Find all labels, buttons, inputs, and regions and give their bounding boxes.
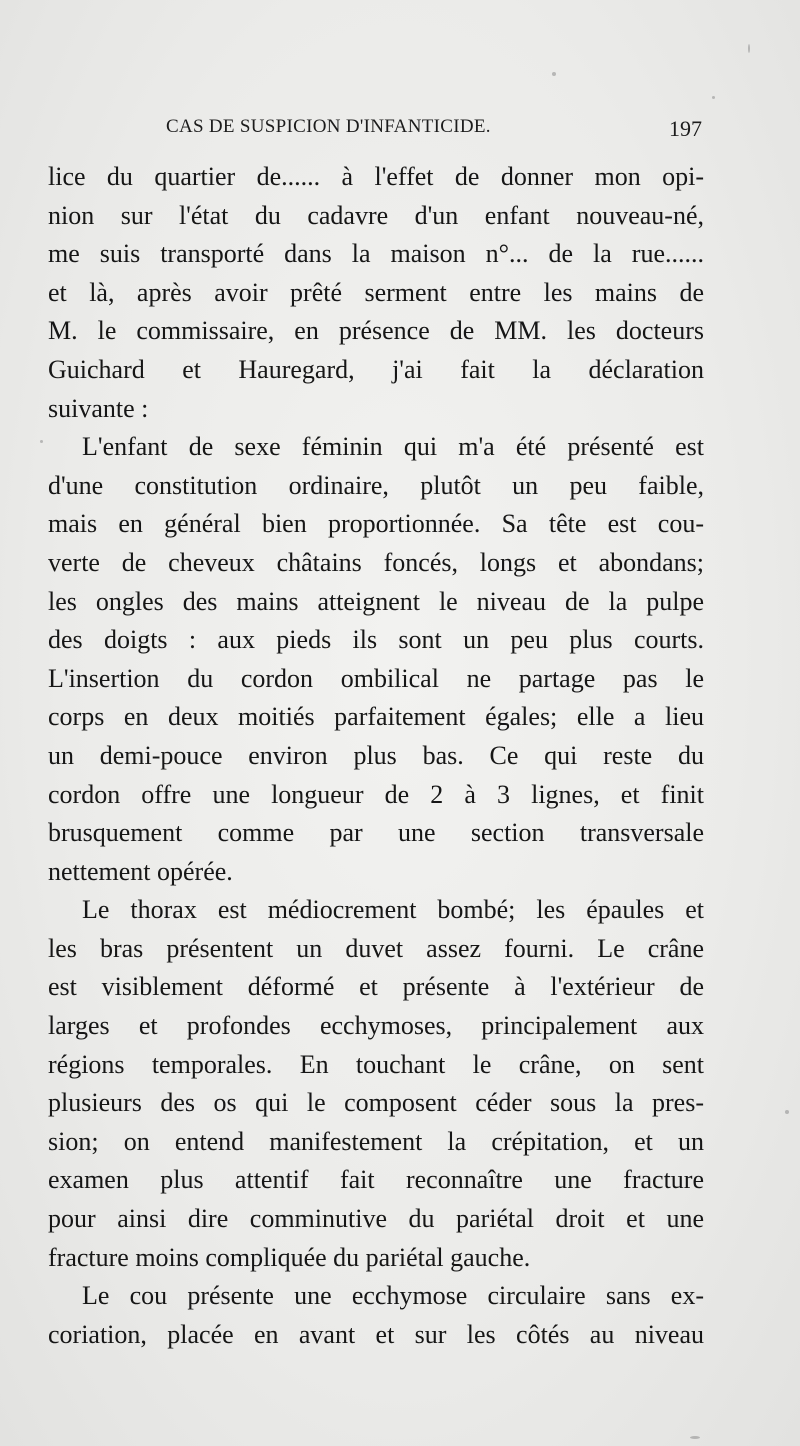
text-line: des doigts : aux pieds ils sont un peu plus courts. xyxy=(48,625,704,655)
paper-speck xyxy=(552,72,556,76)
text-line: suivante : xyxy=(48,393,149,423)
paper-speck xyxy=(712,96,715,99)
text-line: nion sur l'état du cadavre d'un enfant nouveau-né, xyxy=(48,200,704,230)
text-line: est visiblement déformé et présente à l'extérieur de xyxy=(48,972,704,1002)
text-line: les bras présentent un duvet assez fourni. Le crâne xyxy=(48,933,704,963)
text-line: cordon offre une longueur de 2 à 3 lignes, et finit xyxy=(48,779,704,809)
text-line: mais en général bien proportionnée. Sa tête est cou- xyxy=(48,509,704,539)
paper-speck xyxy=(748,44,750,53)
text-line: larges et profondes ecchymoses, principalement aux xyxy=(48,1011,704,1041)
text-line: fracture moins compliquée du pariétal gauche. xyxy=(48,1242,531,1272)
paper-speck xyxy=(40,440,43,443)
text-line: un demi-pouce environ plus bas. Ce qui reste du xyxy=(48,740,704,770)
body-text xyxy=(48,158,704,1354)
text-line: L'insertion du cordon ombilical ne partage pas le xyxy=(48,663,704,693)
text-line: Le cou présente une ecchymose circulaire sans ex- xyxy=(82,1281,704,1311)
text-line: verte de cheveux châtains foncés, longs et abondans; xyxy=(48,547,704,577)
text-line: sion; on entend manifestement la crépitation, et un xyxy=(48,1126,704,1156)
running-title: CAS DE SUSPICION D'INFANTICIDE. xyxy=(166,116,491,137)
text-line: d'une constitution ordinaire, plutôt un peu faible, xyxy=(48,470,704,500)
running-head xyxy=(48,116,702,146)
text-line: me suis transporté dans la maison n°... de la rue...... xyxy=(48,239,704,269)
text-line: examen plus attentif fait reconnaître une fracture xyxy=(48,1165,704,1195)
paper-speck xyxy=(690,1436,700,1439)
text-line: pour ainsi dire comminutive du pariétal droit et une xyxy=(48,1204,704,1234)
text-line: L'enfant de sexe féminin qui m'a été présenté est xyxy=(82,432,704,462)
text-line: les ongles des mains atteignent le niveau de la pulpe xyxy=(48,586,704,616)
text-line: et là, après avoir prêté serment entre les mains de xyxy=(48,277,704,307)
text-line: coriation, placée en avant et sur les côtés au niveau xyxy=(48,1319,704,1349)
text-line: brusquement comme par une section transversale xyxy=(48,818,704,848)
text-line: Le thorax est médiocrement bombé; les épaules et xyxy=(82,895,704,925)
text-line: régions temporales. En touchant le crâne, on sent xyxy=(48,1049,704,1079)
text-line: Guichard et Hauregard, j'ai fait la déclaration xyxy=(48,354,704,384)
page-number: 197 xyxy=(669,116,702,141)
text-line: lice du quartier de...... à l'effet de donner mon opi- xyxy=(48,162,704,191)
text-line: plusieurs des os qui le composent céder sous la pres- xyxy=(48,1088,704,1118)
text-line: nettement opérée. xyxy=(48,856,233,886)
text-line: corps en deux moitiés parfaitement égales; elle a lieu xyxy=(48,702,704,732)
paper-speck xyxy=(785,1110,789,1114)
text-line: M. le commissaire, en présence de MM. les docteurs xyxy=(48,316,704,346)
